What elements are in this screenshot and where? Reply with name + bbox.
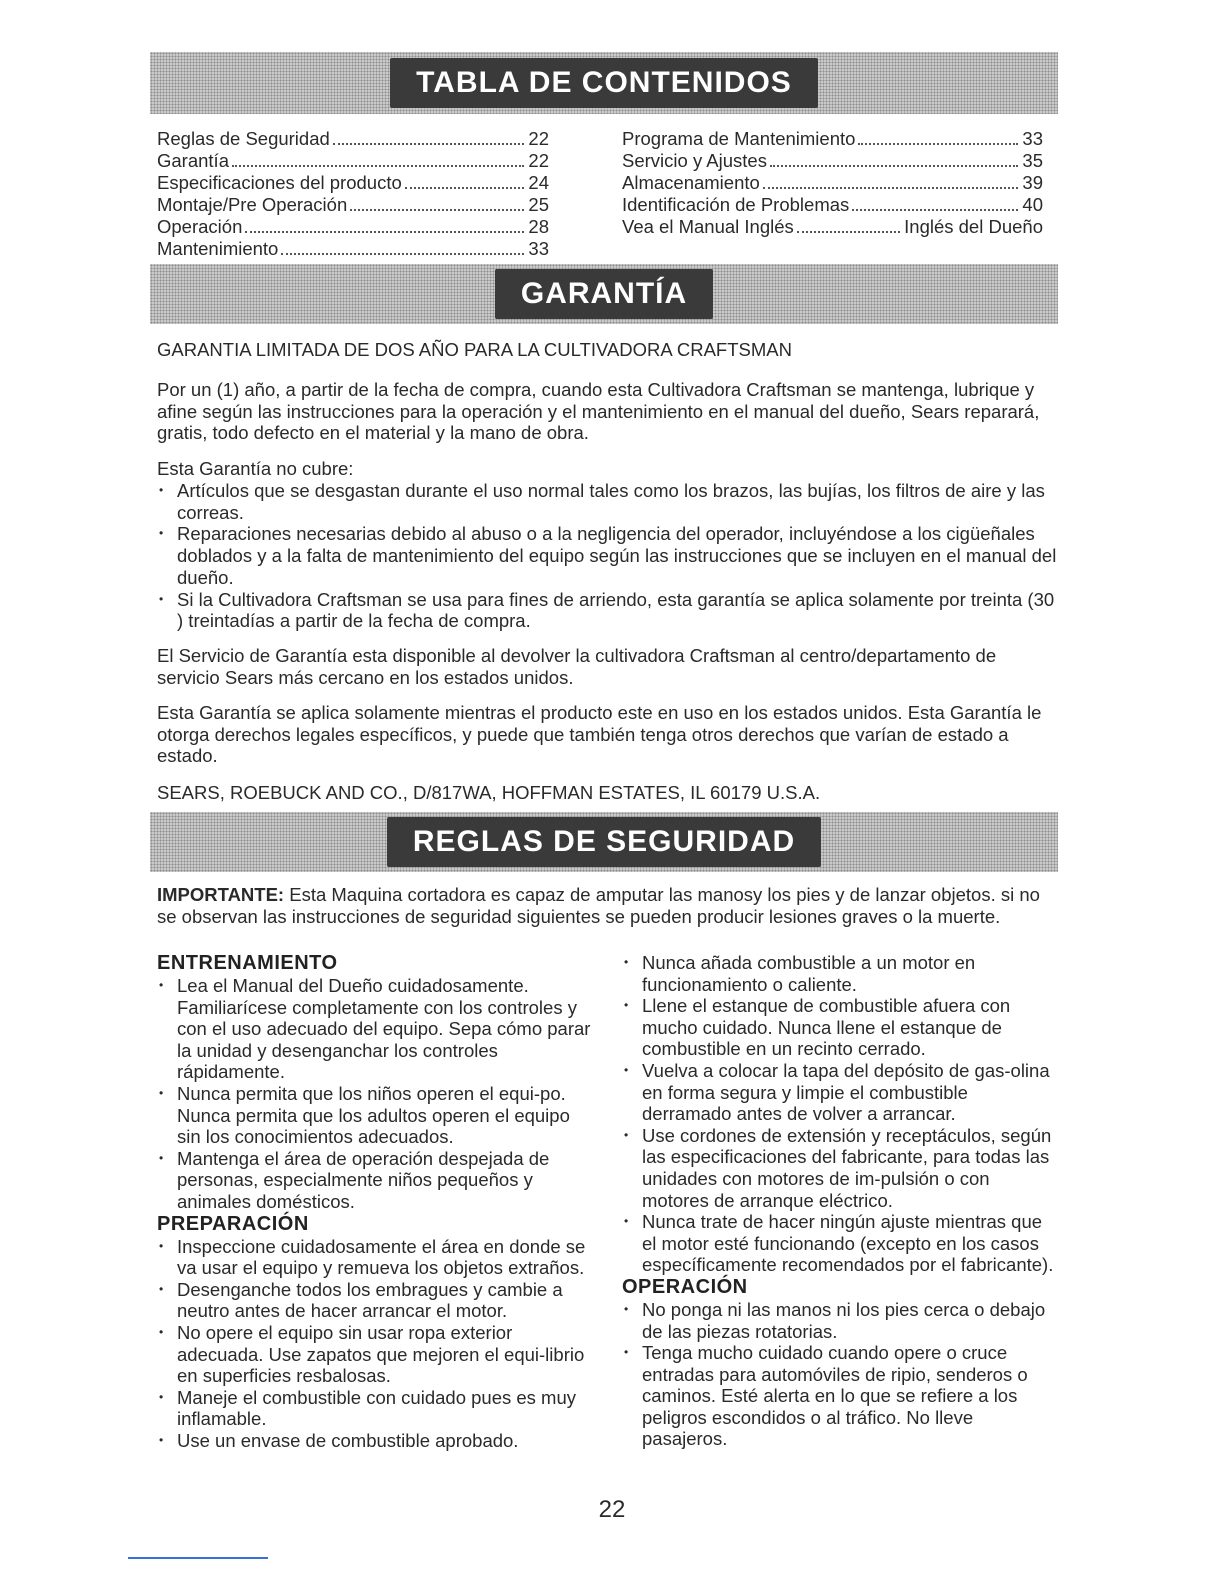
list-item: • No ponga ni las manos ni los pies cerca o debajo de las piezas rotatorias. (622, 1299, 1058, 1342)
warranty-heading: GARANTÍA (495, 269, 713, 319)
warranty-title: GARANTIA LIMITADA DE DOS AÑO PARA LA CULTIVADORA CRAFTSMAN (157, 339, 792, 360)
list-item: • Use cordones de extensión y receptáculos, según las especificaciones del fabricante, para todas las unidades con motores de im-pulsión o con motores de arranque eléctrico. (622, 1125, 1058, 1211)
list-item: • Nunca permita que los niños operen el equi-po. Nunca permita que los adultos operen el equipo sin los conocimientos adecuados. (157, 1083, 597, 1148)
toc-entry (157, 238, 549, 260)
toc-leader (770, 165, 1018, 167)
list-item: • Tenga mucho cuidado cuando opere o cruce entradas para automóviles de ripio, senderos o caminos. Esté alerta en lo que se refiere a los peligros escondidos o al tráfico. No lleve pasajeros. (622, 1342, 1058, 1450)
toc-entry-label: Reglas de Seguridad (157, 128, 330, 149)
footer-rule (128, 1557, 268, 1559)
toc-entry-label: Mantenimiento (157, 238, 279, 259)
toc-entry-label: Montaje/Pre Operación (157, 194, 348, 215)
toc-leader (245, 231, 524, 233)
toc-leader (858, 143, 1018, 145)
important-label: IMPORTANTE: (157, 884, 285, 905)
toc-entry-page: 24 (528, 172, 549, 193)
toc-entry-label: Garantía (157, 150, 229, 171)
page-number: 22 (598, 1496, 626, 1523)
list-item: • Si la Cultivadora Craftsman se usa para fines de arriendo, esta garantía se aplica solamente por treinta (30 ) treintadías a partir de la fecha de compra. (157, 589, 1057, 632)
toc-leader (333, 143, 525, 145)
list-item: • Vuelva a colocar la tapa del depósito de gas-olina en forma segura y limpie el combustible derramado antes de volver a arrancar. (622, 1060, 1058, 1125)
toc-entry-page: 22 (528, 128, 549, 149)
list-item: • Inspeccione cuidadosamente el área en donde se va usar el equipo y remueva los objetos extraños. (157, 1236, 597, 1279)
toc-entry-label: Almacenamiento (622, 172, 760, 193)
toc-entry (157, 128, 549, 150)
preparation-heading: PREPARACIÓN (157, 1212, 309, 1235)
toc-entry-label: Operación (157, 216, 243, 237)
warranty-intro: Por un (1) año, a partir de la fecha de compra, cuando esta Cultivadora Craftsman se mantenga, lubrique y afine según las instrucciones para la operación y el mantenimiento en el manual del dueño, Sears reparará, gratis, todo defecto en el material y la mano de obra. (157, 379, 1040, 444)
operation-list (622, 1299, 1058, 1450)
list-item: • Nunca añada combustible a un motor en funcionamiento o caliente. (622, 952, 1058, 995)
toc-entry (157, 194, 549, 216)
important-text: Esta Maquina cortadora es capaz de amputar las manosy los pies y de lanzar objetos. si no se observan las instrucciones de seguridad siguientes se pueden producir lesiones graves o la muerte. (157, 884, 1040, 927)
list-item: • No opere el equipo sin usar ropa exterior adecuada. Use zapatos que mejoren el equi-librio en superficies resbalosas. (157, 1322, 597, 1387)
toc-leader (350, 209, 524, 211)
toc-entry (622, 128, 1043, 150)
fuel-list (622, 952, 1058, 1276)
toc-entry (157, 150, 549, 172)
toc-entry-page: 25 (528, 194, 549, 215)
warranty-scope: Esta Garantía se aplica solamente mientras el producto este en uso en los estados unidos. Esta Garantía le otorga derechos legales específicos, y puede que también tenga otros derechos que varían de estado a estado. (157, 702, 1042, 767)
warranty-service: El Servicio de Garantía esta disponible al devolver la cultivadora Craftsman al centro/departamento de servicio Sears más cercano en los estados unidos. (157, 645, 997, 688)
list-item: • Artículos que se desgastan durante el uso normal tales como los brazos, las bujías, los filtros de aire y las correas. (157, 480, 1057, 523)
list-item: • Maneje el combustible con cuidado pues es muy inflamable. (157, 1387, 597, 1430)
training-list (157, 975, 597, 1213)
toc-entry-label: Especificaciones del producto (157, 172, 402, 193)
toc-entry-label: Servicio y Ajustes (622, 150, 767, 171)
toc-entry-label: Vea el Manual Inglés (622, 216, 794, 237)
toc-entry-page: 39 (1022, 172, 1043, 193)
warranty-exclusions-list (157, 480, 1057, 632)
list-item: • Llene el estanque de combustible afuera con mucho cuidado. Nunca llene el estanque de combustible en un recinto cerrado. (622, 995, 1058, 1060)
toc-leader (763, 187, 1019, 189)
toc-entry (157, 216, 549, 238)
toc-right-column (622, 128, 1043, 238)
toc-entry (622, 172, 1043, 194)
toc-entry-label: Programa de Mantenimiento (622, 128, 856, 149)
list-item: • Use un envase de combustible aprobado. (157, 1430, 597, 1452)
list-item: • Reparaciones necesarias debido al abuso o a la negligencia del operador, incluyéndose a los cigüeñales doblados y a la falta de mantenimiento del equipo según las instrucciones que se incluyen en el manual del dueño. (157, 523, 1057, 588)
toc-leader (852, 209, 1018, 211)
toc-heading: TABLA DE CONTENIDOS (390, 58, 818, 108)
preparation-list (157, 1236, 597, 1452)
toc-entry (622, 216, 1043, 238)
safety-important-notice (157, 884, 1057, 927)
toc-entry-page: 33 (1022, 128, 1043, 149)
toc-banner (150, 52, 1058, 114)
toc-leader (405, 187, 525, 189)
toc-entry-page: 40 (1022, 194, 1043, 215)
toc-entry-page: 33 (528, 238, 549, 259)
toc-leader (797, 231, 900, 233)
training-heading: ENTRENAMIENTO (157, 952, 338, 974)
warranty-banner (150, 264, 1058, 324)
toc-entry-page: Inglés del Dueño (904, 216, 1043, 237)
safety-right-column (622, 952, 1058, 1450)
safety-heading: REGLAS DE SEGURIDAD (387, 817, 821, 867)
toc-left-column (157, 128, 549, 260)
toc-entry-page: 28 (528, 216, 549, 237)
list-item: • Mantenga el área de operación despejada de personas, especialmente niños pequeños y animales domésticos. (157, 1148, 597, 1213)
toc-entry (157, 172, 549, 194)
safety-left-column (157, 952, 597, 1451)
list-item: • Desenganche todos los embragues y cambie a neutro antes de hacer arrancar el motor. (157, 1279, 597, 1322)
toc-leader (232, 165, 524, 167)
safety-banner (150, 812, 1058, 872)
toc-entry-label: Identificación de Problemas (622, 194, 850, 215)
toc-entry-page: 35 (1022, 150, 1043, 171)
toc-entry (622, 194, 1043, 216)
toc-entry (622, 150, 1043, 172)
list-item: • Nunca trate de hacer ningún ajuste mientras que el motor esté funcionando (excepto en los casos específicamente recomendados por el fabricante). (622, 1211, 1058, 1276)
toc-entry-page: 22 (528, 150, 549, 171)
operation-heading: OPERACIÓN (622, 1275, 748, 1298)
toc-leader (281, 253, 524, 255)
warranty-not-covered-label: Esta Garantía no cubre: (157, 458, 354, 479)
warranty-address: SEARS, ROEBUCK AND CO., D/817WA, HOFFMAN ESTATES, IL 60179 U.S.A. (157, 782, 821, 803)
list-item: • Lea el Manual del Dueño cuidadosamente. Familiarícese completamente con los controles y con el uso adecuado del equipo. Sepa cómo parar la unidad y desenganchar los controles rápidamente. (157, 975, 597, 1083)
